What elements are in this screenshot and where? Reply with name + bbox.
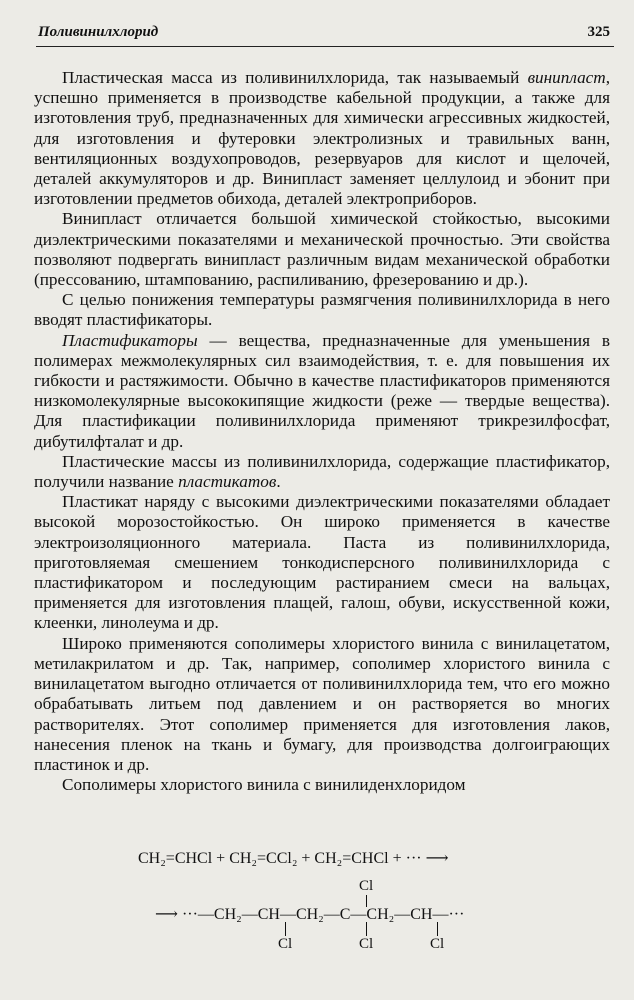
bond-bottom-2	[366, 922, 367, 936]
italic-term: Пластификаторы	[62, 330, 198, 350]
text-run: Винипласт отличается большой химической стойкостью, высокими диэлектрическими показателями и механической прочностью. Эти свойства позволяют подвергать винипласт различным видам механической обработки (прессованию, штампованию, распиливанию, фрезерованию и др.).	[34, 209, 610, 290]
text-run: — вещества, предназначенные для уменьшения в полимерах межмолекулярных сил взаимодействия, т. е. для повышения их гибкости и растяжимости. Обычно в качестве пластификаторов применяются низкомолекулярные высококипящие жидкости (реже — твердые вещества). Для пластификации поливинилхлорида применяют трикрезилфосфат, дибутилфталат и др.	[34, 330, 610, 451]
text-run: Широко применяются сополимеры хлористого винила с винилацетатом, метилакрилатом и др. Так, например, сополимер хлористого винила с винилацетатом выгодно отличается от поливинилхлорида тем, что его можно обрабатывать литьем под давлением и он растворяется во многих растворителях. Этот сополимер применяется для изготовления лаков, нанесения пленок на ткань и бумагу, для производства долгоиграющих пластинок и др.	[34, 633, 610, 774]
paragraph	[34, 209, 610, 290]
paragraph	[34, 452, 610, 492]
text-run: Пластическая масса из поливинилхлорида, так называемый	[62, 68, 528, 87]
paragraph	[34, 290, 610, 330]
paragraph	[34, 68, 610, 209]
text-run: С целью понижения температуры размягчения поливинилхлорида в него вводят пластификаторы.	[34, 290, 610, 330]
chlorine-top: Cl	[359, 878, 374, 894]
text-run: Пластикат наряду с высокими диэлектрическими показателями обладает высокой морозостойкостью. Он широко применяется в качестве электроизоляционного материала. Паста из поливинилхлорида, приготовляемая смешением тонкодисперсного поливинилхлорида с пластификатором и последующим растиранием смеси на вальцах, применяется для изготовления плащей, галош, обуви, искусственной кожи, клеенки, линолеума и др.	[34, 492, 610, 633]
chlorine-bottom-1: Cl	[278, 936, 293, 952]
polymer-chain: ⟶ ···—CH₂—CH—CH₂—C—CH₂—CH—···	[155, 906, 465, 923]
italic-term: винипласт	[527, 68, 606, 87]
chlorine-bottom-3: Cl	[430, 936, 445, 952]
italic-term: пластикатов	[178, 472, 277, 492]
body-text	[34, 68, 610, 795]
text-run: .	[276, 472, 281, 492]
running-title: Поливинилхлорид	[38, 24, 159, 40]
text-run: Пластические массы из поливинилхлорида, содержащие пластификатор, получили название	[34, 451, 610, 492]
bond-bottom-3	[437, 922, 438, 936]
header-rule	[36, 46, 614, 47]
bond-bottom-1	[285, 922, 286, 936]
page-header	[38, 24, 610, 41]
text-run: Сополимеры хлористого винила с винилиденхлоридом	[62, 775, 466, 795]
text-run: , успешно применяется в производстве кабельной продукции, а также для изготовления труб, предназначенных для химически агрессивных жидкостей, для изготовления и футеровки электролизных и травильных ванн, вентиляционных воздухопроводов, резервуаров для кислот и щелочей, деталей аккумуляторов и др. Винипласт заменяет целлулоид и эбонит при изготовлении предметов обихода, деталей электроприборов.	[34, 68, 610, 209]
reaction-equation: CH₂=CHCl + CH₂=CCl₂ + CH₂=CHCl + ··· ⟶	[138, 850, 449, 867]
page-number: 325	[587, 24, 610, 40]
chlorine-bottom-2: Cl	[359, 936, 374, 952]
paragraph	[34, 775, 610, 795]
paragraph	[34, 331, 610, 452]
paragraph	[34, 634, 610, 775]
paragraph	[34, 492, 610, 633]
